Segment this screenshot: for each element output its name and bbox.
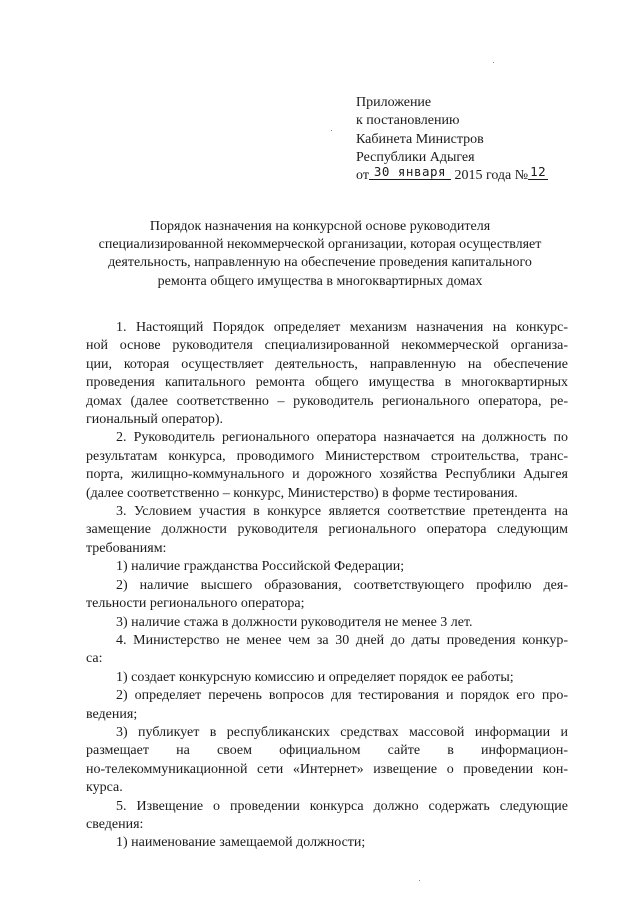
- paragraph-4: [86, 632, 568, 669]
- title-line: специализированной некоммерческой организации, которая осуществляет: [98, 237, 542, 253]
- from-prefix: от: [356, 168, 369, 184]
- text-line: 2) наличие высшего образования, соответствующего профилю дея-: [116, 577, 568, 593]
- list-item: [86, 687, 568, 724]
- text-line: 5. Извещение о проведении конкурса должно содержать следующие: [116, 798, 568, 814]
- title-line: ремонта общего имущества в многоквартирных домах: [157, 273, 483, 289]
- list-item: 1) наличие гражданства Российской Федерации;: [116, 559, 405, 575]
- text-line: проведения капитального ремонта общего имущества в многоквартирных: [86, 375, 568, 391]
- text-line: результатам конкурса, проводимого Министерством строительства, транс-: [86, 448, 568, 464]
- text-line: 2) определяет перечень вопросов для тестирования и порядок его про-: [116, 688, 568, 704]
- appendix-line: Приложение: [356, 95, 432, 110]
- title-line: деятельность, направленную на обеспечение проведения капитального: [108, 255, 532, 271]
- list-item: 1) создает конкурсную комиссию и определяет порядок ее работы;: [116, 669, 514, 685]
- paragraph-2: [86, 429, 568, 503]
- handwritten-number: 12: [530, 164, 547, 180]
- text-line: домах (далее соответственно – руководитель регионального оператора, ре-: [86, 393, 568, 409]
- list-item: [86, 724, 568, 798]
- text-line: гиональный оператор).: [86, 412, 223, 428]
- text-line: требованиям:: [86, 540, 167, 556]
- title-line: Порядок назначения на конкурсной основе руководителя: [149, 219, 491, 234]
- paragraph-3: [86, 503, 568, 558]
- text-line: ции, которая осуществляет деятельность, направленную на обеспечение: [86, 356, 568, 372]
- text-line: ведения;: [86, 706, 138, 722]
- text-line: сведения:: [86, 816, 144, 832]
- text-line: 2. Руководитель регионального оператора назначается на должность по: [116, 430, 568, 446]
- document-body: [86, 319, 568, 853]
- appendix-line: к постановлению: [356, 113, 460, 129]
- document-title: [70, 218, 570, 291]
- text-line: порта, жилищно-коммунального и дорожного хозяйства Республики Адыгея: [86, 467, 568, 483]
- list-item: 3) наличие стажа в должности руководителя не менее 3 лет.: [116, 614, 473, 630]
- scan-speck: [419, 880, 420, 881]
- scan-speck: [493, 62, 494, 63]
- handwritten-date: 30 января: [369, 165, 451, 180]
- text-line: 3) публикует в республиканских средствах массовой информации и: [116, 724, 568, 740]
- text-line: тельности регионального оператора;: [86, 596, 305, 612]
- appendix-date-line: [356, 164, 548, 185]
- text-line: ной основе руководителя специализированной некоммерческой организа-: [86, 338, 568, 354]
- text-line: курса.: [86, 780, 123, 796]
- text-line: (далее соответственно – конкурс, Министерство) в форме тестирования.: [86, 485, 518, 501]
- text-line: замещение должности руководителя регионального оператора следующим: [86, 522, 568, 538]
- text-line: размещает на своем официальном сайте в информацион-: [86, 743, 568, 759]
- appendix-block: [356, 94, 548, 185]
- paragraph-5: [86, 798, 568, 835]
- text-line: но-телекоммуникационной сети «Интернет» извещение о проведении кон-: [86, 761, 568, 777]
- paragraph-1: [86, 319, 568, 429]
- list-item: 1) наименование замещаемой должности;: [116, 835, 366, 851]
- text-line: са:: [86, 651, 103, 667]
- year-text: 2015 года №: [454, 168, 529, 184]
- appendix-line: Республики Адыгея: [356, 149, 475, 165]
- scan-speck: [331, 130, 332, 131]
- list-item: [86, 577, 568, 614]
- text-line: 3. Условием участия в конкурсе является соответствие претендента на: [116, 504, 568, 520]
- text-line: 1. Настоящий Порядок определяет механизм назначения на конкурс-: [116, 320, 568, 335]
- appendix-line: Кабинета Министров: [356, 131, 484, 147]
- text-line: 4. Министерство не менее чем за 30 дней до даты проведения конкур-: [116, 632, 568, 648]
